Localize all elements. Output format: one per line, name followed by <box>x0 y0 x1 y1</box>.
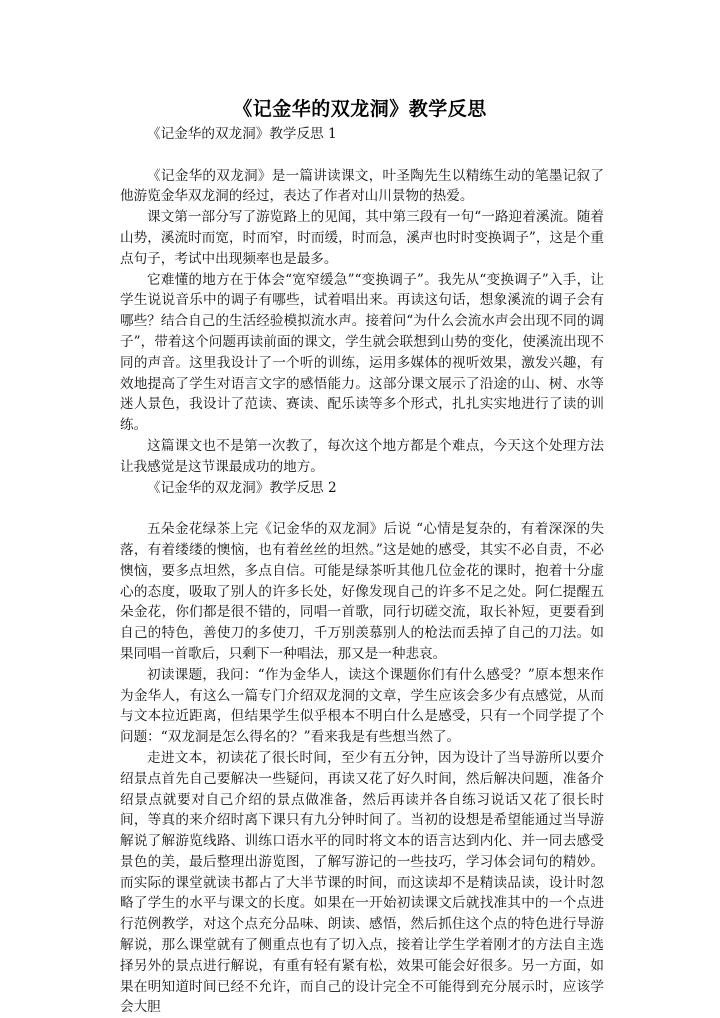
section-2-paragraph-1: 五朵金花绿茶上完《记金华的双龙洞》后说 “心情是复杂的，有着深深的失落，有着缕缕的懊恼，也有着丝丝的坦然。”这是她的感受，其实不必自责，不必懊恼，要多点坦然，多点自信。可能是绿茶听其他几位金花的课时，抱着十分虚心的态度，吸取了别人的许多长处，好像发现自己的许多不足之处。阿仁提醒五朵金花，你们都是很不错的，同唱一首歌，同行切磋交流，取长补短，更要看到自己的特色，善使刀的多使刀，千万别羡慕别人的枪法而丢掉了自己的刀法。如果同唱一首歌后，只剩下一种唱法，那又是一种悲哀。 <box>120 521 604 662</box>
blank-line <box>120 145 604 166</box>
blank-line <box>120 498 604 519</box>
section-1-heading: 《记金华的双龙洞》教学反思 1 <box>147 126 337 142</box>
section-2-heading: 《记金华的双龙洞》教学反思 2 <box>147 479 337 496</box>
document-body <box>120 124 604 1018</box>
section-1-paragraph-2: 课文第一部分写了游览路上的见闻，其中第三段有一句“一路迎着溪流。随着山势，溪流时而宽，时而窄，时而缓，时而急，溪声也时时变换调子”，这是个重点句子，考试中出现频率也是最多。 <box>120 209 604 267</box>
section-1-paragraph-3: 它难懂的地方在于体会“宽窄缓急”“变换调子”。我先从“变换调子”入手，让学生说说音乐中的调子有哪些，试着唱出来。再读这句话，想象溪流的调子会有哪些？结合自己的生活经验模拟流水声。接着问“为什么会流水声会出现不同的调子”，带着这个问题再读前面的课文，学生就会联想到山势的变化，使溪流出现不同的声音。这里我设计了一个听的训练，运用多媒体的视听效果，激发兴趣，有效地提高了学生对语言文字的感悟能力。这部分课文展示了沿途的山、树、水等迷人景色，我设计了范读、赛读、配乐读等多个形式，扎扎实实地进行了读的训练。 <box>120 271 604 434</box>
section-2-paragraph-2: 初读课题，我问：“作为金华人，读这个课题你们有什么感受？”原本想来作为金华人，有这么一篇专门介绍双龙洞的文章，学生应该会多少有点感觉，从而与文本拉近距离，但结果学生似乎根本不明白什么是感受，只有一个同学提了个问题：“双龙洞是怎么得名的？”看来我是有些想当然了。 <box>120 666 604 746</box>
document-title: 《记金华的双龙洞》教学反思 <box>233 98 487 120</box>
section-2-paragraph-3: 走进文本，初读花了很长时间，至少有五分钟，因为设计了当导游所以要介绍景点首先自己要解决一些疑问，再读又花了好久时间，然后解决问题，准备介绍景点就要对自己介绍的景点做准备，然后再读并各自练习说话又花了很长时间，等真的来介绍时离下课只有九分钟时间了。当初的设想是希望能通过当导游解说了解游览线路、训练口语水平的同时将文本的语言达到内化、并一同去感受景色的美，最后整理出游览图，了解写游记的一些技巧，学习体会词句的精妙。而实际的课堂就读书都占了大半节课的时间，而这读却不是精读品读，设计时忽略了学生的水平与课文的长度。如果在一开始初读课文后就找准其中的一个点进行范例教学，对这个点充分品味、朗读、感悟，然后抓住这个点的特色进行导游解说，那么课堂就有了侧重点也有了切入点，接着让学生学着刚才的方法自主选择另外的景点进行解说，有重有轻有紧有松，效果可能会好很多。另一方面，如果在明知道时间已经不允许，而自己的设计完全不可能得到充分展示时，应该学会大胆 <box>120 749 604 1016</box>
section-1-paragraph-4: 这篇课文也不是第一次教了，每次这个地方都是个难点，今天这个处理方法让我感觉是这节课最成功的地方。 <box>120 437 604 475</box>
section-1-paragraph-1: 《记金华的双龙洞》是一篇讲读课文，叶圣陶先生以精练生动的笔墨记叙了他游览金华双龙洞的经过，表达了作者对山川景物的热爱。 <box>120 167 604 205</box>
